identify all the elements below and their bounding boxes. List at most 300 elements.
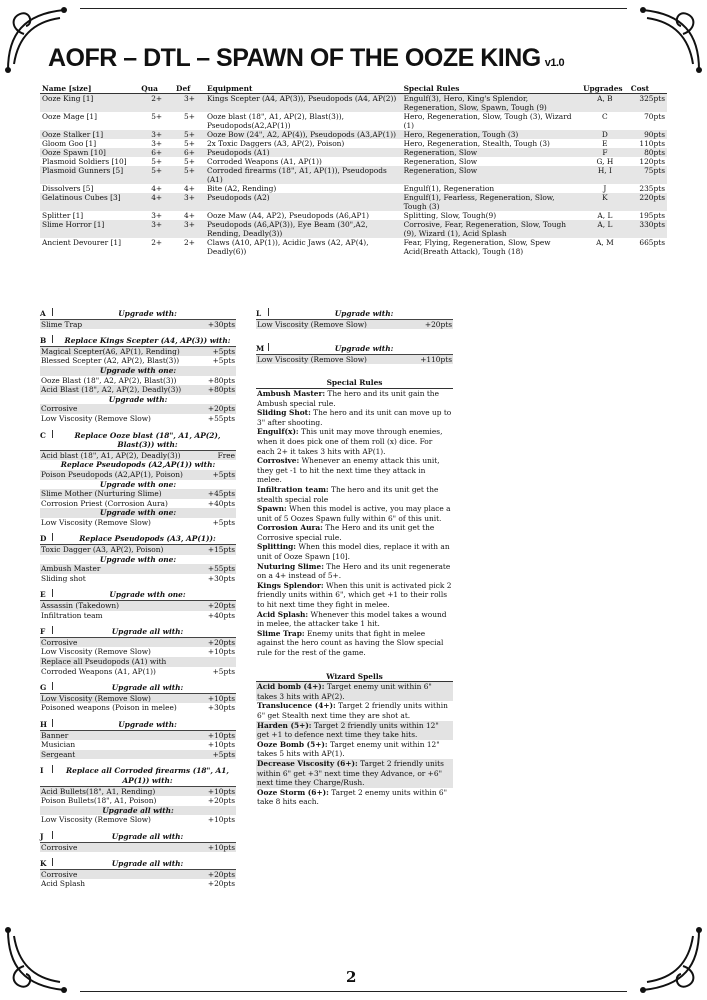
upgrade-option	[40, 545, 236, 555]
option-cost: +15pts	[207, 545, 235, 555]
cell-upgrades: A, L	[581, 220, 629, 238]
upgrade-subheading: Upgrade all with:	[40, 806, 236, 816]
column-header: Equipment	[205, 84, 402, 94]
title-text: AOFR – DTL – SPAWN OF THE OOZE KING	[48, 44, 541, 72]
upgrade-heading: Replace all Corroded firearms (18", A1, AP(1)) with:	[66, 766, 229, 785]
rule-entry	[256, 523, 453, 542]
rule-entry	[256, 629, 453, 658]
option-cost: +30pts	[207, 319, 235, 329]
upgrade-letter: J	[40, 831, 44, 841]
table-row	[40, 193, 667, 211]
cell-rules: Corrosive, Fear, Regeneration, Slow, Tough (9), Wizard (1), Acid Splash	[402, 220, 581, 238]
option-cost: +80pts	[207, 385, 235, 395]
option-name: Low Viscosity (Remove Slow)	[257, 319, 367, 329]
cell-def: 3+	[174, 193, 205, 211]
option-cost: +5pts	[212, 346, 235, 356]
option-name: Low Viscosity (Remove Slow)	[41, 815, 151, 825]
cell-cost: 195pts	[639, 211, 665, 220]
option-name: Low Viscosity (Remove Slow)	[41, 517, 151, 527]
table-row	[40, 94, 667, 113]
rule-name: Corrosion Aura:	[257, 523, 323, 533]
upgrade-subheading: Replace Pseudopods (A2,AP(1)) with:	[60, 460, 216, 470]
rule-entry	[256, 456, 453, 485]
option-cost: +5pts	[212, 356, 235, 366]
cell-upgrades: G, H	[596, 157, 614, 166]
column-header: Upgrades	[581, 84, 629, 94]
cell-name: Splitter [1]	[42, 211, 84, 220]
cell-name: Plasmoid Gunners [5]	[40, 166, 139, 184]
rule-text: Whenever an enemy attack this unit, they get -1 to hit the next time they attack in melee.	[257, 456, 440, 485]
option-cost: +30pts	[207, 703, 235, 713]
table-row	[40, 211, 667, 220]
rule-name: Corrosive:	[257, 456, 300, 466]
upgrade-letter: H	[40, 719, 47, 729]
upgrade-heading: Upgrade with:	[118, 719, 177, 729]
cell-cost: 235pts	[639, 184, 665, 193]
upgrade-option	[40, 740, 236, 750]
divider	[52, 308, 53, 316]
corner-ornament-icon	[633, 926, 703, 996]
rule-text: The hero and its unit gain the Ambush special rule.	[257, 388, 439, 408]
option-name: Slime Mother (Nurturing Slime)	[41, 489, 162, 499]
table-row	[40, 130, 667, 139]
cell-def: 5+	[184, 112, 195, 121]
option-name: Ambush Master	[41, 564, 101, 574]
divider	[52, 335, 53, 343]
upgrade-block-h	[40, 719, 236, 759]
cell-equipment: Corroded Weapons (A1, AP(1))	[206, 157, 322, 166]
cell-cost: 110pts	[639, 139, 665, 148]
option-name: Slime Trap	[41, 319, 83, 329]
rule-name: Decrease Viscosity (6+):	[257, 758, 358, 768]
table-row	[40, 184, 667, 193]
upgrade-option	[256, 355, 453, 365]
option-cost: +20pts	[207, 404, 235, 414]
cell-equipment: Bite (A2, Rending)	[206, 184, 277, 193]
rule-name: Acid bomb (4+):	[257, 682, 325, 692]
cell-equipment: Pseudopods (A6,AP(3)), Eye Beam (30",A2, Rending, Deadly(3))	[205, 220, 402, 238]
option-name: Corrosive	[41, 404, 78, 414]
upgrade-header	[40, 831, 236, 843]
page-number: 2	[346, 968, 357, 986]
upgrade-subheading: Upgrade with:	[108, 394, 168, 404]
cell-rules: Regeneration, Slow	[403, 157, 478, 166]
upgrades-column-left	[40, 308, 236, 895]
divider	[268, 343, 269, 351]
cell-qua: 2+	[139, 94, 174, 113]
rule-entry	[256, 408, 453, 427]
option-cost: +10pts	[207, 730, 235, 740]
option-cost: +5pts	[212, 517, 235, 527]
option-cost: +10pts	[207, 842, 235, 852]
upgrade-header	[40, 626, 236, 638]
rule-text: The Hero and its unit regenerate on a 4+ instead of 5+.	[257, 561, 451, 581]
option-cost: +20pts	[207, 879, 235, 889]
rule-name: Spawn:	[257, 504, 287, 514]
upgrade-option	[40, 376, 236, 386]
rule-text: Target 2 friendly units within 6" get +3" next time they Advance, or +6" next time they Charge/Rush.	[257, 758, 444, 788]
upgrade-heading: Upgrade all with:	[111, 831, 184, 841]
rule-text: Enemy units that fight in melee against the hero count as having the Slow special rule for the rest of the game.	[257, 628, 444, 657]
option-name: Blessed Scepter (A2, AP(2), Blast(3))	[41, 356, 180, 366]
rule-entry	[256, 427, 453, 456]
cell-name: Ancient Devourer [1]	[42, 238, 121, 247]
rule-entry	[256, 389, 453, 408]
upgrade-subheading: Upgrade with one:	[99, 479, 177, 489]
upgrade-option	[40, 404, 236, 414]
rule-name: Splitting:	[257, 542, 297, 552]
divider	[52, 589, 53, 597]
option-name: Corrosive	[41, 842, 78, 852]
page-title	[48, 44, 564, 73]
upgrade-subheading: Upgrade with one:	[40, 508, 236, 518]
cell-rules: Engulf(1), Regeneration	[403, 184, 495, 193]
option-cost: +10pts	[207, 815, 235, 825]
upgrade-block-f	[40, 626, 236, 676]
option-name: Banner	[41, 730, 69, 740]
option-name: Toxic Dagger (A3, AP(2), Poison)	[41, 545, 164, 555]
option-cost: +10pts	[207, 786, 235, 796]
upgrade-header	[40, 765, 236, 786]
upgrade-heading: Upgrade with one:	[109, 590, 186, 600]
option-name: Musician	[41, 740, 76, 750]
upgrade-header	[256, 343, 453, 355]
cell-equipment: Ooze blast (18", A1, AP(2), Blast(3)), Pseudopods(A2,AP(1))	[206, 112, 344, 130]
table-body	[40, 94, 667, 257]
column-header: Def	[174, 84, 205, 94]
upgrade-option	[40, 750, 236, 760]
option-name: Low Viscosity (Remove Slow)	[41, 413, 151, 423]
cell-cost: 325pts	[629, 94, 667, 113]
column-header: Qua	[139, 84, 174, 94]
table-row	[40, 112, 667, 130]
upgrade-option	[40, 870, 236, 880]
rule-text: Target 2 friendly units within 12" get +1 to defence next time they take hits.	[257, 720, 439, 740]
cell-qua: 2+	[151, 238, 163, 247]
option-cost: +20pts	[207, 869, 235, 879]
table-row	[40, 238, 667, 256]
option-cost: +5pts	[212, 666, 235, 676]
cell-rules: Hero, Regeneration, Slow, Tough (3), Wizard (1)	[403, 112, 572, 130]
cell-qua: 5+	[139, 166, 174, 184]
rule-entry	[256, 542, 453, 561]
option-cost: +40pts	[207, 498, 235, 508]
cell-upgrades: H, I	[581, 166, 629, 184]
upgrade-option	[40, 320, 236, 330]
wizard-spells-title: Wizard Spells	[256, 672, 453, 683]
rule-entry	[256, 682, 453, 701]
option-name: Acid Blast (18", A2, AP(2), Deadly(3))	[41, 385, 182, 395]
option-cost: +10pts	[207, 647, 235, 657]
upgrade-option	[40, 347, 236, 357]
cell-def: 5+	[174, 130, 205, 139]
upgrade-option	[40, 414, 236, 424]
option-name: Corrosion Priest (Corrosion Aura)	[41, 498, 168, 508]
special-rules-title: Special Rules	[256, 378, 453, 389]
upgrade-option	[40, 703, 236, 713]
cell-def: 2+	[184, 238, 195, 247]
option-name: Poison Pseudopods (A2,AP(1), Poison)	[41, 469, 183, 479]
option-cost: +10pts	[207, 693, 235, 703]
upgrade-header	[40, 335, 236, 347]
upgrade-option	[40, 518, 236, 528]
upgrade-option	[40, 385, 236, 395]
upgrade-letter: K	[40, 859, 47, 869]
cell-equipment: Pseudopods (A1)	[205, 148, 402, 157]
cell-rules: Hero, Regeneration, Tough (3)	[402, 130, 581, 139]
cell-qua: 5+	[151, 112, 163, 121]
upgrade-subheading: Upgrade with one:	[99, 554, 177, 564]
rule-name: Ooze Storm (6+):	[257, 787, 329, 797]
upgrade-heading: Upgrade with:	[334, 344, 394, 354]
option-cost: +5pts	[212, 749, 235, 759]
upgrade-header	[40, 589, 236, 601]
upgrade-heading: Replace Ooze blast (18", A1, AP(2), Blast(3)) with:	[74, 430, 221, 450]
column-header: Cost	[629, 84, 667, 94]
table-row	[40, 148, 667, 157]
upgrade-letter: C	[40, 430, 46, 440]
option-name: Magical Scepter(A6, AP(1), Rending)	[41, 346, 180, 356]
column-header: Name [size]	[40, 84, 139, 94]
option-cost: +80pts	[207, 375, 235, 385]
rule-entry	[256, 759, 453, 788]
cell-cost: 665pts	[639, 238, 665, 247]
table-row	[40, 166, 667, 184]
rule-text: The hero and its unit get the stealth special role	[257, 484, 439, 504]
upgrades-column-right	[256, 308, 453, 813]
upgrade-option	[40, 356, 236, 366]
upgrade-option	[40, 843, 236, 853]
cell-cost: 90pts	[629, 130, 667, 139]
cell-qua: 3+	[139, 220, 174, 238]
upgrade-option	[40, 796, 236, 806]
rule-text: Target enemy unit within 12" takes 5 hits with AP(1).	[257, 739, 440, 759]
option-cost: +30pts	[207, 573, 235, 583]
rule-text: This unit may move through enemies, when it does pick one of them roll (x) dice. For each 2+ it takes 3 hits with AP(1).	[257, 427, 443, 456]
option-name: Sergeant	[41, 749, 76, 759]
upgrade-block-k	[40, 858, 236, 889]
upgrade-heading: Upgrade with:	[118, 309, 177, 318]
bottom-border-line	[80, 991, 627, 992]
option-cost: +55pts	[207, 564, 235, 574]
option-name: Low Viscosity (Remove Slow)	[41, 647, 151, 657]
rule-text: When this unit is activated pick 2 friendly units within 6", which get +1 to their rolls to hit next time they fight in melee.	[257, 580, 452, 610]
cell-equipment: Ooze Bow (24", A2, AP(4)), Pseudopods (A3,AP(1))	[205, 130, 402, 139]
rule-entry	[256, 788, 453, 807]
cell-name: Dissolvers [5]	[42, 184, 94, 193]
column-header: Special Rules	[402, 84, 581, 94]
cell-upgrades: J	[603, 184, 607, 193]
table-header-row	[40, 84, 667, 94]
upgrade-heading: Upgrade all with:	[111, 683, 184, 693]
table-row	[40, 220, 667, 238]
cell-name: Gloom Goo [1]	[42, 139, 97, 148]
upgrade-option	[40, 564, 236, 574]
cell-upgrades: A, L	[597, 211, 613, 220]
cell-name: Ooze King [1]	[40, 94, 139, 113]
upgrade-letter: I	[40, 766, 44, 776]
cell-upgrades: F	[581, 148, 629, 157]
upgrade-letter: A	[40, 309, 46, 318]
version-label: v1.0	[544, 57, 565, 69]
cell-name: Slime Horror [1]	[40, 220, 139, 238]
upgrade-header	[40, 430, 236, 451]
cell-cost: 120pts	[639, 157, 665, 166]
upgrade-header	[40, 308, 236, 320]
upgrade-heading: Upgrade all with:	[111, 859, 184, 869]
rule-text: The hero and its unit can move up to 3" after shooting.	[257, 408, 452, 427]
divider	[52, 719, 53, 727]
upgrade-option	[40, 638, 236, 648]
divider	[52, 765, 53, 773]
option-cost: +40pts	[207, 610, 235, 620]
cell-name: Ooze Stalker [1]	[40, 130, 139, 139]
cell-qua: 6+	[139, 148, 174, 157]
rule-entry	[256, 504, 453, 523]
cell-upgrades: D	[581, 130, 629, 139]
upgrade-option	[40, 787, 236, 797]
upgrade-heading: Replace Kings Scepter (A4, AP(3)) with:	[64, 336, 231, 346]
divider	[52, 533, 53, 541]
cell-equipment: Ooze Maw (A4, AP2), Pseudopods (A6,AP1)	[206, 211, 370, 220]
upgrade-option	[256, 320, 453, 330]
upgrade-option	[40, 489, 236, 499]
option-name: Ooze Blast (18", A2, AP(2), Blast(3))	[41, 375, 177, 385]
upgrade-heading: Upgrade with:	[334, 309, 394, 318]
rule-name: Engulf(x):	[257, 427, 299, 437]
option-cost: +20pts	[207, 601, 235, 611]
rule-text: Target 2 friendly units within 6" get Stealth next time they are shot at.	[257, 701, 448, 720]
cell-def: 5+	[184, 157, 195, 166]
option-name: Acid Bullets(18", A1, Rending)	[41, 786, 156, 796]
cell-qua: 4+	[151, 184, 163, 193]
upgrade-heading: Upgrade all with:	[111, 627, 184, 637]
upgrade-block-j	[40, 831, 236, 852]
upgrade-block-i	[40, 765, 236, 825]
option-cost: +55pts	[207, 413, 235, 423]
corner-ornament-icon	[4, 926, 74, 996]
rule-name: Kings Splendor:	[257, 580, 324, 590]
rule-entry	[256, 610, 453, 629]
upgrade-header	[256, 308, 453, 320]
option-name: Corroded Weapons (A1, AP(1))	[41, 666, 156, 676]
rule-text: When this model dies, replace it with an unit of Ooze Spawn [10].	[257, 542, 450, 562]
upgrade-subheading: Upgrade with one:	[40, 366, 236, 376]
rule-entry	[256, 581, 453, 610]
upgrade-note: Replace all Pseudopods (A1) with	[40, 657, 236, 667]
divider	[52, 430, 53, 438]
option-cost: +110pts	[420, 354, 452, 364]
divider	[52, 682, 53, 690]
upgrade-option	[40, 667, 236, 677]
option-name: Poisoned weapons (Poison in melee)	[41, 703, 177, 713]
upgrade-option	[40, 879, 236, 889]
upgrade-header	[40, 682, 236, 694]
option-name: Acid blast (18", A1, AP(2), Deadly(3))	[41, 450, 181, 460]
upgrade-block-m	[256, 343, 453, 364]
upgrade-option	[40, 815, 236, 825]
cell-def: 3+	[174, 220, 205, 238]
upgrade-letter: E	[40, 590, 46, 600]
upgrade-option	[40, 611, 236, 621]
upgrade-option	[40, 451, 236, 461]
upgrade-option	[40, 470, 236, 480]
cell-upgrades: A, B	[581, 94, 629, 113]
cell-name: Ooze Mage [1]	[42, 112, 98, 121]
rule-text: When this model is active, you may place a unit of 5 Oozes Spawn fully within 6" of this unit.	[257, 504, 451, 523]
cell-name: Plasmoid Soldiers [10]	[42, 157, 127, 166]
rule-entry	[256, 562, 453, 581]
cell-def: 4+	[184, 184, 195, 193]
divider	[52, 831, 53, 839]
cell-qua: 3+	[151, 139, 163, 148]
rule-name: Ambush Master:	[257, 388, 326, 398]
upgrade-header	[40, 719, 236, 731]
divider	[52, 858, 53, 866]
option-name: Poison Bullets(18", A1, Poison)	[41, 796, 157, 806]
rule-name: Sliding Shot:	[257, 408, 311, 418]
cell-def: 5+	[184, 139, 195, 148]
rule-text: Target enemy unit within 6" takes 3 hits with AP(2).	[257, 682, 432, 701]
cell-cost: 75pts	[629, 166, 667, 184]
cell-def: 6+	[174, 148, 205, 157]
rule-name: Infiltration team:	[257, 484, 329, 494]
rule-entry	[256, 740, 453, 759]
cell-equipment: 2x Toxic Daggers (A3, AP(2), Poison)	[206, 139, 345, 148]
cell-upgrades: E	[602, 139, 608, 148]
wizard-spells-section	[256, 672, 453, 807]
special-rules-section	[256, 378, 453, 657]
rule-name: Slime Trap:	[257, 628, 305, 638]
upgrade-option	[40, 647, 236, 657]
rule-name: Acid Splash:	[257, 609, 309, 619]
rule-entry	[256, 701, 453, 720]
upgrade-letter: B	[40, 336, 47, 346]
upgrade-option	[40, 601, 236, 611]
option-name: Low Viscosity (Remove Slow)	[257, 354, 367, 364]
upgrade-header	[40, 858, 236, 870]
upgrade-option	[40, 694, 236, 704]
option-cost: +5pts	[212, 469, 235, 479]
upgrade-option	[40, 499, 236, 509]
option-name: Sliding shot	[41, 573, 86, 583]
option-name: Assassin (Takedown)	[41, 601, 120, 611]
option-name: Low Viscosity (Remove Slow)	[41, 693, 151, 703]
cell-equipment: Kings Scepter (A4, AP(3)), Pseudopods (A4, AP(2))	[205, 94, 402, 113]
cell-cost: 70pts	[644, 112, 665, 121]
option-cost: +20pts	[424, 319, 452, 329]
cell-upgrades: K	[581, 193, 629, 211]
option-cost: +20pts	[207, 796, 235, 806]
rule-name: Translucence (4+):	[257, 701, 336, 711]
cell-rules: Splitting, Slow, Tough(9)	[403, 211, 497, 220]
upgrade-block-e	[40, 589, 236, 620]
upgrade-block-d	[40, 533, 236, 583]
cell-def: 4+	[184, 211, 195, 220]
rule-entry	[256, 485, 453, 504]
divider	[268, 308, 269, 316]
upgrade-block-c	[40, 430, 236, 528]
upgrade-letter: L	[256, 309, 262, 318]
cell-qua: 3+	[139, 130, 174, 139]
cell-rules: Hero, Regeneration, Stealth, Tough (3)	[403, 139, 550, 148]
cell-cost: 330pts	[629, 220, 667, 238]
cell-name: Ooze Spawn [10]	[40, 148, 139, 157]
cell-equipment: Claws (A10, AP(1)), Acidic Jaws (A2, AP(4), Deadly(6))	[206, 238, 369, 256]
option-name: Infiltration team	[41, 610, 103, 620]
top-border-line	[80, 8, 627, 9]
upgrade-option	[40, 731, 236, 741]
